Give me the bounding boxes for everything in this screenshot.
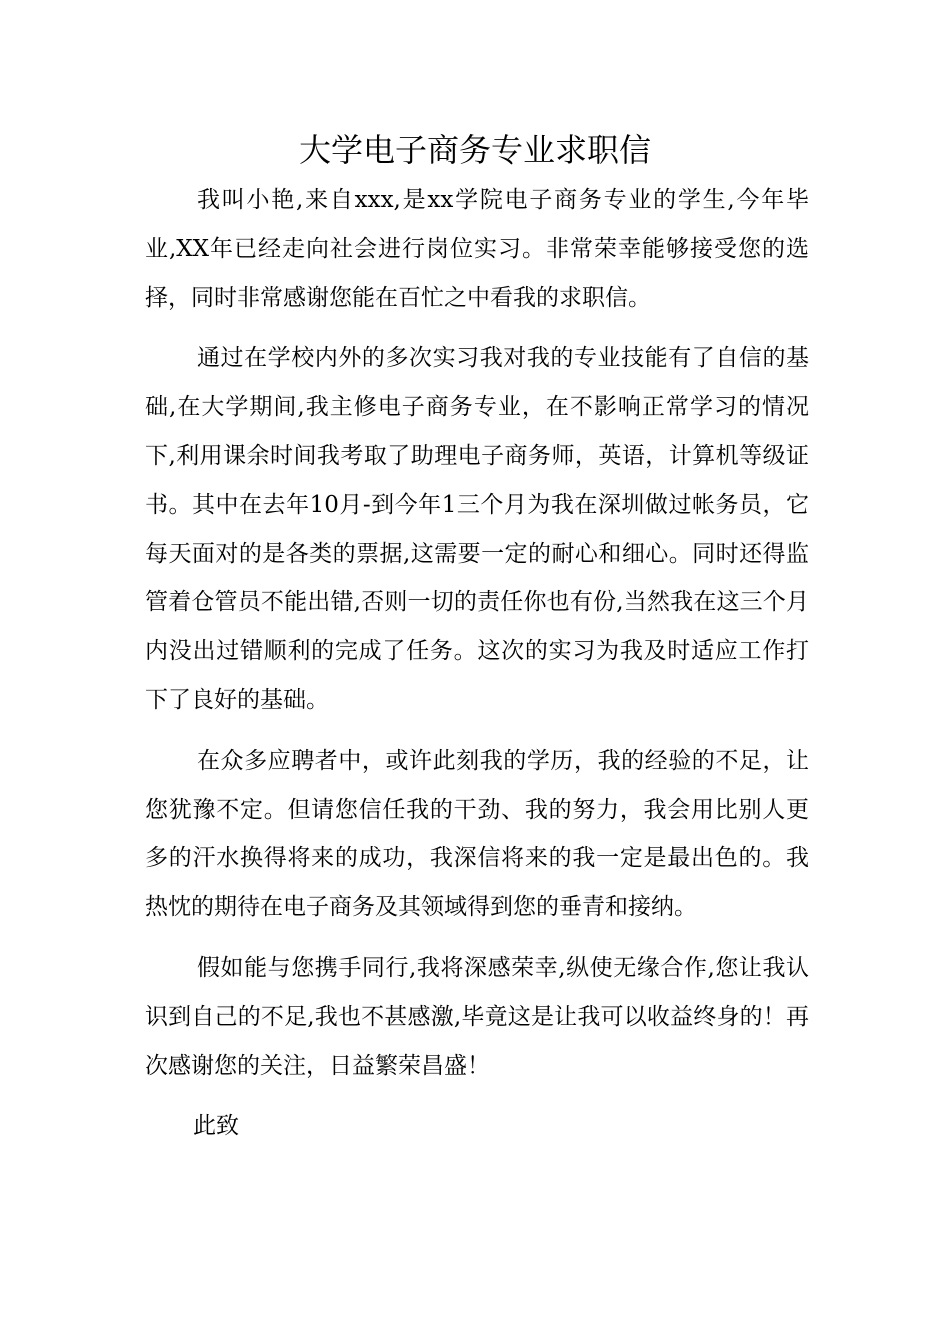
paragraph-introduction: 我叫小艳,来自xxx,是xx学院电子商务专业的学生,今年毕业,XX年已经走向社会进行岗位实习。非常荣幸能够接受您的选择，同时非常感谢您能在百忙之中看我的求职信。 <box>145 187 809 311</box>
paragraph-thanks: 假如能与您携手同行,我将深感荣幸,纵使无缘合作,您让我认识到自己的不足,我也不甚感激,毕竟这是让我可以收益终身的！再次感谢您的关注，日益繁荣昌盛！ <box>145 954 809 1079</box>
paragraph-experience: 通过在学校内外的多次实习我对我的专业技能有了自信的基础,在大学期间,我主修电子商务专业，在不影响正常学习的情况下,利用课余时间我考取了助理电子商务师，英语，计算机等级证书。其中在去年10月-到今年1三个月为我在深圳做过帐务员，它每天面对的是各类的票据,这需要一定的耐心和细心。同时还得监管着仓管员不能出错,否则一切的责任你也有份,当然我在这三个月内没出过错顺利的完成了任务。这次的实习为我及时适应工作打下了良好的基础。 <box>145 345 809 713</box>
letter-body <box>145 176 809 1151</box>
document-title: 大学电子商务专业求职信 <box>298 131 651 169</box>
closing-salutation: 此致 <box>193 1113 239 1140</box>
paragraph-commitment: 在众多应聘者中，或许此刻我的学历，我的经验的不足，让您犹豫不定。但请您信任我的干劲、我的努力，我会用比别人更多的汗水换得将来的成功，我深信将来的我一定是最出色的。我热忱的期待在电子商务及其领域得到您的垂青和接纳。 <box>145 747 809 921</box>
